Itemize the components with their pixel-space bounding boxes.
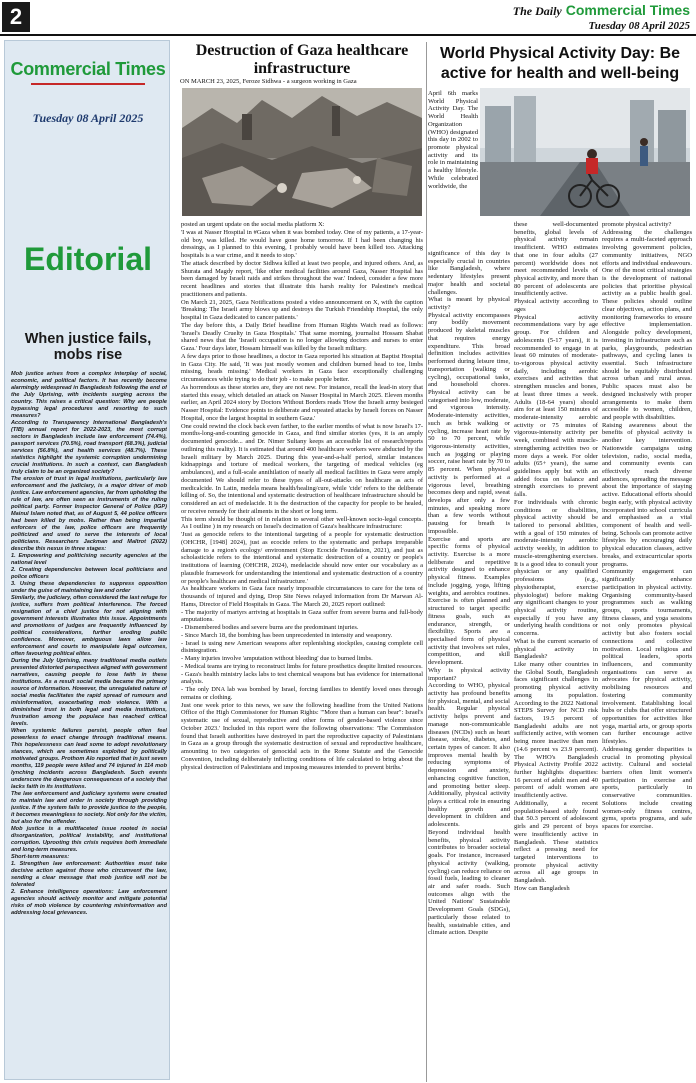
sidebar-date: Tuesday 08 April 2025: [32, 111, 144, 125]
paragraph: A few days prior to those headlines, a doctor in Gaza reported his situation at Baptist Hospital in Gaza City. He said, 'It was just mostly women and children burned head to toe, limbs missing, heads missing.' Medical workers in Gaza face exceptionally challenging circumstances while trying to do their job - to make people better.: [181, 352, 423, 383]
paragraph: The law enforcement and judiciary systems were created to maintain law and order in society through providing justice. If the system fails to provide justice to the people, it becomes meaningless to society. Not only for the victim, but also for the offender.: [11, 791, 167, 825]
subheading: promote physical activity?: [602, 221, 672, 228]
logo-underline: [31, 83, 145, 85]
paragraph: Mob justice is a multifaceted issue rooted in social disorganization, political instability, and institutional corruption. Uprooting this crisis requires both immediate and long-term measures.: [11, 826, 167, 853]
paragraph: - Medical teams are trying to reconstruct limbs for future prosthetics despite limited resources.: [181, 662, 423, 670]
subheading: What is meant by physical activity?: [428, 296, 510, 312]
sidebar-logo: Commercial Times: [10, 59, 166, 79]
cyclist-image: [480, 88, 690, 216]
wpad-column-3: [602, 221, 692, 1080]
paragraph: - Many injuries involve 'amputation without bleeding' due to burned limbs.: [181, 655, 373, 662]
wpad-column-intro: [428, 90, 478, 250]
subheading: What is the current scenario of physical activity in Bangladesh?: [514, 637, 598, 661]
paragraph: 2. Enhance intelligence operations: Law enforcement agencies should actively monitor and mitigate potential risks of mob violence by countering misinformation and addressing local grievances.: [11, 889, 167, 916]
paragraph: On March 21, 2025, Gaza Notifications posted a video announcement on X, with the caption 'Breaking: The Israeli army blows up and destroys the Turkish Friendship Hospital, the only hospital in Gaza dedicated to cancer patients.': [181, 298, 423, 321]
paragraph: posted an urgent update on the social media platform X:: [181, 221, 325, 228]
paragraph: Exercise and sports are specific forms of physical activity. Exercise is a more deliberate and repetitive activity designed to enhance physical fitness. Examples include jogging, yoga, lifting weights, and aerobics routines. Exercise is often planned and structured to target specific fitness goals, such as endurance, strength, or flexibility. Sports are a specialised form of physical activity that involves set rules, competition, and skill development.: [428, 535, 510, 667]
paragraph: As healthcare workers in Gaza face nearly impossible circumstances to care for the tens of thousands of injured and dying, Drop Site News relayed information from Dr Marwan Al-Hams, Director of Field Hospitals in Gaza. The March 20, 2025 report outlined:: [181, 585, 423, 608]
editorial-headline: When justice fails, mobs rise: [24, 331, 152, 363]
paragraph: This term should be thought of in relation to several other well-known socio-legal concepts. As I outline ) in my research on Israel's decimation of Gaza's healthcare infrastructure:: [181, 515, 423, 531]
paragraph: - Since March 18, the bombing has been unprecedented in intensity and weaponry.: [181, 631, 393, 639]
column-divider: [426, 42, 427, 1082]
section-heading: Editorial: [23, 241, 152, 277]
paragraph: 3. Using these dependencies to suppress opposition under the guise of maintaining law and order: [11, 581, 167, 594]
paragraph: 1. Empowering and politicising security agencies at the national level: [11, 553, 167, 566]
paragraph: 'Just as genocide refers to the intentional targeting of a people for systematic destruction (OHCHR, [1948] 2024), just as ecocide refers to the systematic and perhaps irreparable damage to a region's ecology/ environment (Stop Ecocide Foundation, 2021), and just as scholasticide refers to the intentional and systematic destruction of a country or people's institutions of learning (OHCHR, 2024), medelacide should now enter our vocabulary as a plausible framework for understanding the intentional and systematic destruction of a country or people's healthcare and medical infrastructure.': [181, 531, 423, 585]
masthead-date: Tuesday 08 April 2025: [588, 20, 690, 32]
paragraph: Physical activity recommendations vary by age group. For children and adolescents (5-17 years), it is recommended to engage in at least 60 minutes of moderate-to-vigorous physical activity daily, including aerobic exercises and activities that strengthen muscles and bones, at least three times a week. Adults (18-64 years) should aim for at least 150 minutes of moderate-intensity aerobic activity or 75 minutes of vigorous-intensity activity per week, combined with muscle-strengthening activities two or more days a week. For older adults (65+ years), the same guidelines apply but with an added focus on balance and strength exercises to prevent falls.: [514, 313, 598, 499]
paragraph: Community engagement can significantly enhance participation in physical activity. Organising community-based programmes such as walking groups, sports tournaments, fitness classes, and yoga sessions not only promotes physical activity but also fosters social connections and collective motivation. Local religious and political leaders, sports influencers, and community organisations can serve as advocates for physical activity, mobilising resources and fostering community involvement. Establishing local hubs or clubs that offer structured opportunities for activities like yoga, martial arts, or group sports can further encourage active lifestyles.: [602, 568, 692, 746]
gaza-article-title: Destruction of Gaza healthcare infrastructure: [195, 42, 409, 77]
paragraph: - Dismembered bodies and severe burns are the predominant injuries.: [181, 624, 359, 631]
paragraph: Similarly, the judiciary, often considered the last refuge for justice, suffers from political interference. The forced resignation of a chief justice for not aligning with government interests illustrates this issue. Appointments and promotions of judges are frequently influenced by political considerations, further eroding public confidence. Moreover, ambiguous laws allow law enforcement and courts to manipulate legal outcomes, often favouring political elites.: [11, 595, 167, 657]
paragraph: For individuals with chronic conditions or disabilities, physical activity should be tailored to personal abilities, with a goal of 150 minutes of moderate-intensity aerobic activity weekly, in addition to muscle-strengthening exercises. It is a good idea to consult your physician or any qualified professions (e.g., physiotherapist, exercise physiologist) before making any significant changes to your physical activity routine, especially if you have any underlying health conditions or concerns.: [514, 498, 598, 638]
paragraph: Short-term measures:: [11, 854, 70, 860]
paragraph: One could rewind the clock back even farther, to the earlier months of what is now Israel's 17-months-long-and-counting genocide in Gaza, and find similar stories (yes, it is an amply documented genocide... and Dr. Nimer Sultany keeps an accessible list of research/reports outlining this reality). It is estimated that around 400 healthcare workers were abducted by the Israeli military by March 2025. During this year-and-a-half period, similar instances kidnappings and torture of medical workers, the targeting of medical vehicles (eg ambulances), and a full-scale annihilation of nearly all medical facilities in Gaza were amply documented We should refer to these types of all-out-attacks on healthcare as acts of medicalcide. In Latin, medela means health/healing/cure, while 'cide' refers to the deliberate killing of. So, the intentional and systematic destruction of healthcare infrastructure should be considered an act of medelacide. It is the destruction of the capacity for people to be healed, or receive remedy for their ailments in the short or long term.: [181, 422, 423, 515]
paragraph: The erosion of trust in legal institutions, particularly law enforcement and the judiciary, is a major driver of mob justice. Law enforcement agencies, far from upholding the rule of law, are often seen as instruments of the ruling political party. Former Inspector General of Police (IGP) Mainul Islam noted that, as of August 5, 44 police officers had been killed by mobs. Rather than being impartial enforcers of the law, police officers are frequently politicized and used to serve the interests of local politicians. Researchers Jackman and Maltrot (2022) describe this nexus in three stages:: [11, 476, 167, 552]
wpad-column-2: [514, 221, 598, 1080]
paragraph: Addressing gender disparities is crucial in promoting physical activity. Cultural and societal barriers often limit women's participation in exercise and sports, particularly in conservative communities. Solutions include creating women-only fitness centres, gyms, sports programs, and safe spaces for exercise.: [602, 745, 692, 831]
subheading: Physical activity according to ages: [514, 298, 598, 313]
paragraph: - Gaza's health ministry lacks labs to test chemical weapons but has evidence for international analysis.: [181, 670, 423, 686]
paragraph: According to WHO, physical activity has profound benefits for physical, mental, and social health. Regular physical activity helps prevent and manage non-communicable diseases (NCDs) such as heart disease, stroke, diabetes, and certain types of cancer. It also improves mental health by reducing symptoms of depression and anxiety, enhancing cognitive function, and promoting better sleep. Additionally, physical activity plays a critical role in ensuring healthy growth and development in children and adolescents.: [428, 682, 510, 829]
gaza-byline: ON MARCH 23, 2025, Feroze Sidhwa - a surgeon working in Gaza: [180, 78, 357, 85]
paragraph: Additionally, a recent population-based study found that 50.3 percent of adolescent girls and 29 percent of boys were insufficiently active in Bangladesh. These statistics reflect a pressing need for targeted interventions to promote physical activity across all age groups in Bangladesh.: [514, 799, 598, 885]
paragraph: 'I was at Nasser Hospital in #Gaza when it was bombed today. One of my patients, a 17-year-old boy, was killed. He would have gone home tomorrow. If I had been changing his dressings, as I planned to this evening, I probably would have been killed too. Attacking hospitals is a war crime, and it needs to stop.': [181, 228, 423, 259]
paragraph: Addressing the challenges requires a multi-faceted approach involving government policies, community initiatives, NGO efforts and individual endeavours. One of the most critical strategies is the development of national policies that prioritise physical activity as a public health goal. These policies should outline clear objectives, action plans, and monitoring frameworks to ensure effective implementation. Alongside policy development, investing in infrastructure such as parks, playgrounds, pedestrian pathways, and cycling lanes is essential. Such infrastructure should be equitably distributed across urban and rural areas. Public spaces must also be designed inclusively with proper arrangements to make them accessible to women, children, and people with disabilities.: [602, 228, 692, 421]
paragraph: As horrendous as these stories are, they are not new. For instance, recall the lead-in story that started this essay, which detailed an attack on Nasser Hospital in March 2025. Eleven months earlier, an April 2024 story by Doctors Without Borders reads 'How the Israeli army besieged Nasser Hospital: Evidence points to deliberate and repeated attacks by Israeli forces on Nasser Hospital, once the largest hospital in southern Gaza.': [181, 383, 423, 422]
paragraph: April 6th marks World Physical Activity Day. The World Health Organization (WHO) designated this day in 2002 to promote physical activity and its role in maintaining a healthy lifestyle. While celebrated worldwide, the: [428, 90, 478, 190]
paragraph: Like many other countries in the Global South, Bangladesh faces significant challenges in promoting physical activity among its population. According to the 2022 National STEPS Survey for NCD risk factors, 19.5 percent of Bangladeshi adults are not sufficiently active, with women being more inactive than men (14.6 percent vs 23.9 percent). The WHO's Bangladesh Physical Activity Profile 2022 further highlights disparities: 16 percent of adult men and 40 percent of adult women are insufficiently active.: [514, 660, 598, 800]
header-rule: [0, 34, 696, 36]
gaza-rubble-photo: [182, 88, 422, 216]
paragraph: The day before this, a Daily Brief headline from Human Rights Watch read as follows: 'Israel's Deadly Cruelty in Gaza Hospitals.' That same morning, journalist Hossam Shabat shared news that the 'Israeli occupation is no longer allowing doctors and nurses to enter Gaza.' Four days later, Hossam himself was killed by the Israeli military.: [181, 321, 423, 352]
paragraph: - Israel is using new American weapons after replenishing stockpiles, causing complete cell disintegration.: [181, 639, 423, 655]
paragraph: Mob justice arises from a complex interplay of social, economic, and political factors. It has recently become alarmingly widespread in Bangladesh following the end of the July Uprising, with incidents surging across the country. This raises a critical question: Why are people bypassing legal procedures and resorting to such measures?: [11, 371, 167, 419]
paragraph: Raising awareness about the benefits of physical activity is another key intervention. Nationwide campaigns using television, radio, social media, and community events can effectively reach diverse audiences, spreading the message about the importance of staying active. Educational efforts should begin early, with physical activity incorporated into school curricula and emphasised as a vital component of health and well-being. Schools can promote active lifestyles by encouraging daily physical education classes, active breaks, and extracurricular sports programs.: [602, 421, 692, 568]
masthead-title: Commercial Times: [565, 2, 690, 18]
paragraph: Beyond individual health benefits, physical activity contributes to broader societal goals. For instance, increased physical activity (walking, cycling) can reduce reliance on fossil fuels, leading to cleaner air and safer roads. Such outcomes align with the United Nations' Sustainable Development Goals (SDGs), particularly those related to health, sustainable cities, and climate action. Despite: [428, 828, 510, 937]
wpad-column-1: [428, 250, 510, 1080]
subheading: How can Bangladesh: [514, 884, 570, 892]
editorial-body: [11, 371, 167, 1071]
gaza-article-body: [181, 221, 423, 1079]
paragraph: - The only DNA lab was bombed by Israel, forcing families to identify loved ones through remains or clothing.: [181, 686, 423, 701]
paragraph: When systemic failures persist, people often feel powerless to enact change through traditional means. This hopelessness can lead some to adopt revolutionary stances, which are sometimes exploited by politically motivated groups. Prothom Alo reported that in just seven months, 119 people were killed and 74 injured in 114 mob lynching incidents across Bangladesh. Such events underscore the dangerous consequences of a society that lacks faith in its institutions.: [11, 728, 167, 790]
masthead: [513, 2, 690, 32]
paragraph: Physical activity encompasses any bodily movement produced by skeletal muscles that requires energy expenditure. This broad definition includes activities performed during leisure time, transportation (walking or cycling), occupational tasks, and household chores. Physical activity can be categorised into low, moderate, and vigorous intensity. Moderate-intensity activities, such as brisk walking or cycling, increase heart rate by 50 to 70 percent, while vigorous-intensity activities, such as jogging or playing soccer, raise heart rate by 70 to 85 percent. When physical activity is performed at a vigorous level, breathing becomes deep and rapid, sweat develops after only a few minutes, and speaking more than a few words without pausing for breath is impossible.: [428, 311, 510, 535]
paragraph: According to Transparency International Bangladesh's (TIB) annual report for 2022-2023, the most corrupt sectors in Bangladesh include law enforcement (74.4%), passport services (70.5%), road transport (68.3%), judicial services (56.8%), and health services (48.7%). These statistics highlight the systemic corruption undermining crucial institutions. In such a context, can Bangladesh truly claim to be an organized society?: [11, 420, 167, 475]
editorial-sidebar: [4, 40, 170, 1080]
page-header: [0, 0, 696, 34]
masthead-daily: The Daily: [512, 4, 562, 18]
paragraph: The attack described by doctor Sidhwa killed at least two people, and injured others. And, as Shurata and Magdy report, 'like other medical facilities around Gaza, Nasser Hospital has been damaged by Israeli raids and strikes throughout the war.' Indeed, consider a few more recent headlines and stories that illustrate this harsh reality for Palestine's medical practitioners and patients.: [181, 259, 423, 298]
paragraph: significance of this day is especially crucial in countries like Bangladesh, where sedentary lifestyles present major health and societal challenges.: [428, 250, 510, 296]
cycling-photo: [480, 88, 690, 216]
paragraph: 1. Strengthen law enforcement: Authorities must take decisive action against those who circumvent the law, sending a clear message that mob justice will not be tolerated: [11, 861, 167, 888]
rubble-image: [182, 88, 422, 216]
paragraph: - The majority of martyrs arriving at hospitals in Gaza suffer from severe burns and full-body amputations.: [181, 608, 423, 624]
subheading: Why is physical activity important?: [428, 666, 510, 682]
page-number: 2: [2, 2, 30, 32]
paragraph: these well-documented benefits, global levels of physical activity remain insufficient. WHO estimates that one in four adults (27 percent) worldwide does not meet recommended levels of physical activity, and more than 80 percent of adolescents are insufficiently active.: [514, 221, 598, 298]
paragraph: During the July Uprising, many traditional media outlets presented distorted perspectives aligned with government narratives, causing people to lose faith in these institutions. As a result social media became the primary source of information. However, the unregulated nature of social media facilitates the rapid spread of rumours and misinformation, exacerbating mob violence. With a diminished trust in both legal and media institutions, frustration among the populace has reached critical levels.: [11, 658, 167, 727]
wpad-article-title: World Physical Activity Day: Be active for health and well-being: [439, 45, 681, 82]
paragraph: 2. Creating dependencies between local politicians and police officers: [11, 567, 167, 580]
paragraph: Just one week prior to this news, we saw the following headline from the United Nations Office of the High Commissioner for Human Rights: '"More than a human can bear": Israel's systematic use of sexual, reproductive and other forms of gender-based violence since October 2023.' Included in this report were the following observations: 'The Commission found that Israeli authorities have destroyed in part the reproductive capacity of Palestinians in Gaza as a group through the systematic destruction of sexual and reproductive healthcare, amounting to two categories of genocidal acts in the Rome Statute and the Genocide Convention, including deliberately inflicting conditions of life calculated to bring about the physical destruction of Palestinians and imposing measures intended to prevent births.': [181, 701, 423, 771]
